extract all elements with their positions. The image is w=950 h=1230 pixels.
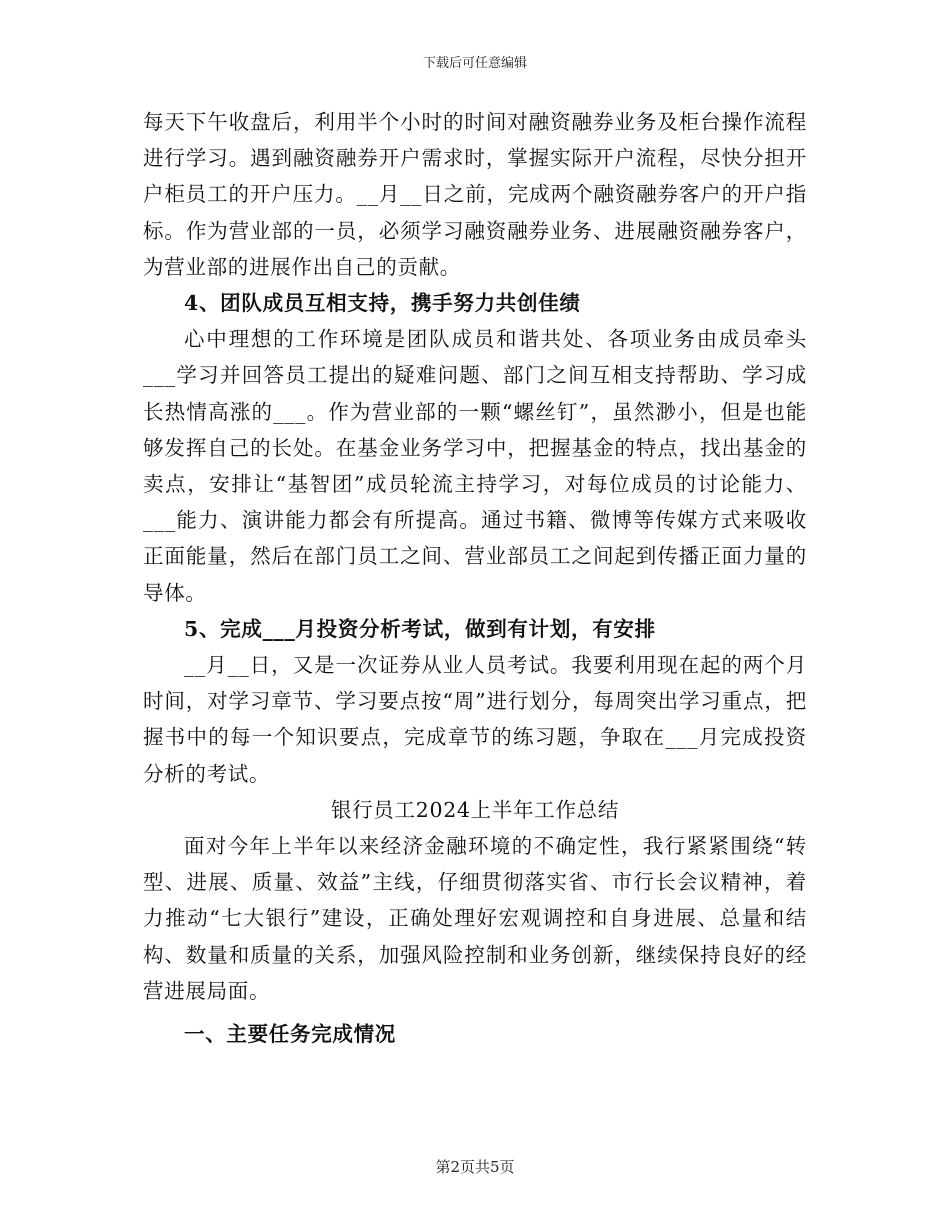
page-number: 第2页共5页 <box>435 1158 515 1176</box>
heading-main-tasks: 一、主要任务完成情况 <box>184 1022 396 1047</box>
heading-exam-plan: 5、完成___月投资分析考试，做到有计划，有安排 <box>184 616 656 641</box>
document-body <box>143 104 807 1052</box>
heading-team-support: 4、团队成员互相支持，携手努力共创佳绩 <box>184 291 581 316</box>
paragraph-margin-trading: 每天下午收盘后，利用半个小时的时间对融资融券业务及柜台操作流程进行学习。遇到融资融券开户需求时，掌握实际开户流程，尽快分担开户柜员工的开户压力。__月__日之前，完成两个融资融券客户的开户指标。作为营业部的一员，必须学习融资融券业务、进展融资融券客户，为营业部的进展作出自己的贡献。 <box>143 110 807 279</box>
paragraph-exam-schedule: __月__日，又是一次证券从业人员考试。我要利用现在起的两个月时间，对学习章节、学习要点按“周”进行划分，每周突出学习重点，把握书中的每一个知识要点，完成章节的练习题，争取在___月完成投资分析的考试。 <box>143 653 807 786</box>
page-header-note: 下载后可任意编辑 <box>422 56 527 71</box>
paragraph-team-environment: 心中理想的工作环境是团队成员和谐共处、各项业务由成员牵头___学习并回答员工提出的疑难问题、部门之间互相支持帮助、学习成长热情高涨的___。作为营业部的一颗“螺丝钉”，虽然渺小，但是也能够发挥自己的长处。在基金业务学习中，把握基金的特点，找出基金的卖点，安排让“基智团”成员轮流主持学习，对每位成员的讨论能力、___能力、演讲能力都会有所提高。通过书籍、微博等传媒方式来吸收正面能量，然后在部门员工之间、营业部员工之间起到传播正面力量的导体。 <box>143 327 807 605</box>
paragraph-summary-intro: 面对今年上半年以来经济金融环境的不确定性，我行紧紧围绕“转型、进展、质量、效益”主线，仔细贯彻落实省、市行长会议精神，着力推动“七大银行”建设，正确处理好宏观调控和自身进展、总量和结构、数量和质量的关系，加强风险控制和业务创新，继续保持良好的经营进展局面。 <box>143 834 807 1003</box>
document-title: 银行员工2024上半年工作总结 <box>330 797 620 822</box>
